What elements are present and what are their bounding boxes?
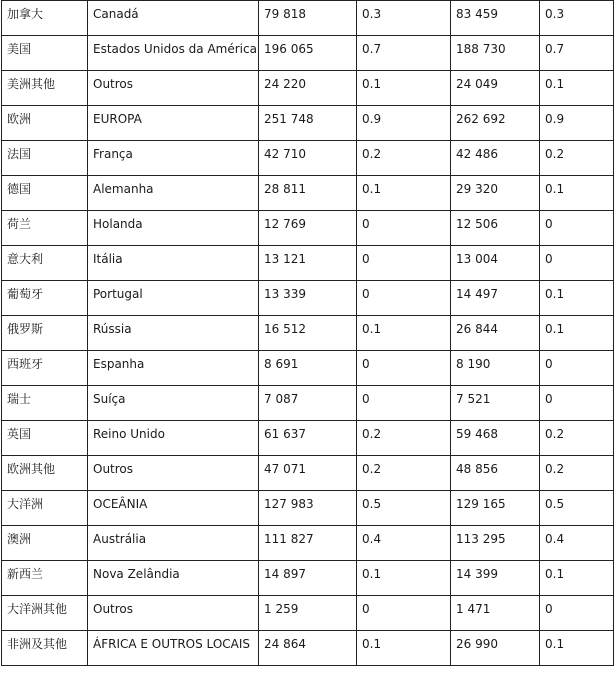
table-cell-value-period-2: [451, 491, 540, 526]
table-cell-region-name-portuguese: [88, 176, 259, 211]
table-cell-region-name-chinese: [2, 386, 88, 421]
table-cell-region-name-chinese: [2, 141, 88, 176]
share-period-2: 0.1: [545, 322, 565, 336]
table-cell-share-period-2: [540, 141, 614, 176]
table-cell-value-period-1: [259, 1, 357, 36]
value-period-1: 79 818: [264, 7, 306, 21]
table-row: [2, 386, 614, 421]
table-cell-value-period-1: [259, 491, 357, 526]
value-period-2: 29 320: [456, 182, 498, 196]
region-name-chinese: 新西兰: [7, 567, 44, 581]
table-cell-share-period-1: [357, 176, 451, 211]
table-cell-share-period-2: [540, 106, 614, 141]
value-period-2: 188 730: [456, 42, 506, 56]
share-period-2: 0.1: [545, 77, 565, 91]
table-row: [2, 526, 614, 561]
table-cell-share-period-1: [357, 281, 451, 316]
table-cell-region-name-chinese: [2, 316, 88, 351]
table-cell-value-period-1: [259, 631, 357, 666]
share-period-1: 0.1: [362, 637, 382, 651]
region-name-portuguese: Alemanha: [93, 182, 154, 196]
table-cell-region-name-portuguese: [88, 561, 259, 596]
table-row: [2, 1, 614, 36]
region-name-portuguese: Outros: [93, 462, 134, 476]
table-cell-value-period-2: [451, 71, 540, 106]
table-cell-value-period-1: [259, 71, 357, 106]
table-cell-share-period-1: [357, 526, 451, 561]
region-name-chinese: 俄罗斯: [7, 322, 44, 336]
table-cell-share-period-2: [540, 281, 614, 316]
value-period-2: 26 990: [456, 637, 498, 651]
table-cell-value-period-2: [451, 631, 540, 666]
table-cell-value-period-2: [451, 316, 540, 351]
share-period-2: 0.1: [545, 182, 565, 196]
table-row: [2, 351, 614, 386]
region-name-chinese: 大洋洲: [7, 497, 44, 511]
table-row: [2, 246, 614, 281]
table-cell-value-period-1: [259, 316, 357, 351]
value-period-1: 13 339: [264, 287, 306, 301]
share-period-1: 0.5: [362, 497, 382, 511]
table-cell-region-name-chinese: [2, 456, 88, 491]
table-cell-share-period-1: [357, 211, 451, 246]
value-period-1: 8 691: [264, 357, 299, 371]
table-row: [2, 71, 614, 106]
region-name-chinese: 非洲及其他: [7, 637, 68, 651]
table-row: [2, 596, 614, 631]
region-name-portuguese: Rússia: [93, 322, 132, 336]
value-period-2: 129 165: [456, 497, 506, 511]
table-cell-value-period-1: [259, 526, 357, 561]
value-period-2: 42 486: [456, 147, 498, 161]
table-cell-value-period-2: [451, 386, 540, 421]
value-period-2: 24 049: [456, 77, 498, 91]
table-row: [2, 631, 614, 666]
table-cell-value-period-1: [259, 36, 357, 71]
share-period-1: 0.2: [362, 462, 382, 476]
table-cell-region-name-chinese: [2, 281, 88, 316]
table-cell-region-name-chinese: [2, 71, 88, 106]
table-cell-value-period-1: [259, 351, 357, 386]
share-period-1: 0.1: [362, 182, 382, 196]
value-period-1: 251 748: [264, 112, 314, 126]
region-name-chinese: 欧洲其他: [7, 462, 56, 476]
table-cell-value-period-1: [259, 386, 357, 421]
value-period-1: 7 087: [264, 392, 299, 406]
table-cell-value-period-1: [259, 596, 357, 631]
table-cell-share-period-1: [357, 491, 451, 526]
table-cell-value-period-1: [259, 106, 357, 141]
value-period-1: 47 071: [264, 462, 306, 476]
table-cell-value-period-2: [451, 421, 540, 456]
region-name-portuguese: Canadá: [93, 7, 139, 21]
table-cell-share-period-2: [540, 71, 614, 106]
region-name-portuguese: Espanha: [93, 357, 145, 371]
table-cell-share-period-2: [540, 351, 614, 386]
region-name-chinese: 意大利: [7, 252, 44, 266]
value-period-2: 26 844: [456, 322, 498, 336]
table-cell-value-period-2: [451, 596, 540, 631]
region-name-portuguese: Nova Zelândia: [93, 567, 180, 581]
share-period-1: 0.2: [362, 147, 382, 161]
share-period-2: 0.1: [545, 637, 565, 651]
table-cell-share-period-1: [357, 351, 451, 386]
value-period-2: 7 521: [456, 392, 491, 406]
table-cell-region-name-chinese: [2, 36, 88, 71]
share-period-1: 0: [362, 252, 370, 266]
table-cell-region-name-chinese: [2, 211, 88, 246]
value-period-2: 262 692: [456, 112, 506, 126]
value-period-1: 42 710: [264, 147, 306, 161]
table-cell-value-period-2: [451, 36, 540, 71]
value-period-1: 111 827: [264, 532, 314, 546]
table-cell-region-name-portuguese: [88, 386, 259, 421]
table-cell-region-name-portuguese: [88, 596, 259, 631]
table-cell-share-period-1: [357, 561, 451, 596]
table-cell-value-period-1: [259, 421, 357, 456]
table-cell-share-period-2: [540, 421, 614, 456]
value-period-1: 127 983: [264, 497, 314, 511]
table-cell-share-period-2: [540, 561, 614, 596]
table-row: [2, 491, 614, 526]
table-cell-share-period-2: [540, 596, 614, 631]
table-cell-value-period-2: [451, 141, 540, 176]
table-cell-share-period-2: [540, 316, 614, 351]
table-cell-region-name-portuguese: [88, 526, 259, 561]
table-cell-value-period-2: [451, 106, 540, 141]
table-cell-region-name-chinese: [2, 526, 88, 561]
value-period-2: 8 190: [456, 357, 491, 371]
region-name-chinese: 荷兰: [7, 217, 32, 231]
table-cell-share-period-1: [357, 631, 451, 666]
share-period-2: 0.1: [545, 287, 565, 301]
region-name-portuguese: Estados Unidos da América: [93, 42, 257, 56]
value-period-1: 196 065: [264, 42, 314, 56]
value-period-1: 13 121: [264, 252, 306, 266]
table-cell-value-period-1: [259, 176, 357, 211]
table-cell-share-period-2: [540, 246, 614, 281]
table-cell-region-name-portuguese: [88, 1, 259, 36]
table-cell-value-period-2: [451, 281, 540, 316]
region-name-chinese: 瑞士: [7, 392, 32, 406]
region-name-chinese: 德国: [7, 182, 32, 196]
table-cell-region-name-chinese: [2, 1, 88, 36]
table-cell-share-period-1: [357, 316, 451, 351]
table-cell-region-name-chinese: [2, 351, 88, 386]
table-cell-value-period-2: [451, 176, 540, 211]
share-period-2: 0.7: [545, 42, 565, 56]
region-name-chinese: 美国: [7, 42, 32, 56]
share-period-2: 0.3: [545, 7, 565, 21]
table-cell-value-period-2: [451, 456, 540, 491]
region-name-portuguese: Reino Unido: [93, 427, 165, 441]
table-cell-value-period-1: [259, 211, 357, 246]
value-period-1: 14 897: [264, 567, 306, 581]
table-cell-region-name-chinese: [2, 176, 88, 211]
region-name-portuguese: ÁFRICA E OUTROS LOCAIS: [93, 637, 251, 651]
table-cell-share-period-1: [357, 106, 451, 141]
share-period-2: 0.2: [545, 147, 565, 161]
table-cell-region-name-portuguese: [88, 71, 259, 106]
value-period-2: 14 399: [456, 567, 498, 581]
table-cell-share-period-2: [540, 211, 614, 246]
table-cell-share-period-2: [540, 491, 614, 526]
region-name-portuguese: Austrália: [93, 532, 147, 546]
value-period-2: 13 004: [456, 252, 498, 266]
table-cell-value-period-1: [259, 141, 357, 176]
value-period-1: 61 637: [264, 427, 306, 441]
region-name-portuguese: Suíça: [93, 392, 126, 406]
value-period-2: 14 497: [456, 287, 498, 301]
share-period-1: 0: [362, 602, 370, 616]
region-name-chinese: 法国: [7, 147, 32, 161]
value-period-2: 1 471: [456, 602, 491, 616]
value-period-2: 48 856: [456, 462, 498, 476]
share-period-2: 0.2: [545, 462, 565, 476]
share-period-2: 0: [545, 217, 553, 231]
table-cell-share-period-2: [540, 176, 614, 211]
region-name-chinese: 欧洲: [7, 112, 32, 126]
table-cell-value-period-1: [259, 281, 357, 316]
table-body: [2, 1, 614, 666]
share-period-1: 0.1: [362, 567, 382, 581]
table-row: [2, 456, 614, 491]
table-cell-value-period-2: [451, 1, 540, 36]
table-row: [2, 421, 614, 456]
value-period-2: 113 295: [456, 532, 506, 546]
table-cell-share-period-2: [540, 526, 614, 561]
value-period-1: 16 512: [264, 322, 306, 336]
table-cell-value-period-1: [259, 246, 357, 281]
region-name-chinese: 澳洲: [7, 532, 32, 546]
value-period-2: 83 459: [456, 7, 498, 21]
region-name-chinese: 英国: [7, 427, 32, 441]
share-period-2: 0: [545, 252, 553, 266]
table-cell-region-name-portuguese: [88, 106, 259, 141]
table-cell-value-period-1: [259, 456, 357, 491]
share-period-1: 0.1: [362, 77, 382, 91]
share-period-1: 0: [362, 287, 370, 301]
table-cell-share-period-1: [357, 71, 451, 106]
table-row: [2, 36, 614, 71]
table-row: [2, 561, 614, 596]
share-period-1: 0: [362, 392, 370, 406]
share-period-1: 0: [362, 217, 370, 231]
table-cell-share-period-1: [357, 1, 451, 36]
table-cell-region-name-chinese: [2, 421, 88, 456]
table-cell-share-period-2: [540, 631, 614, 666]
region-name-portuguese: Itália: [93, 252, 123, 266]
region-name-chinese: 西班牙: [7, 357, 44, 371]
table-cell-value-period-2: [451, 246, 540, 281]
table-row: [2, 141, 614, 176]
share-period-1: 0.1: [362, 322, 382, 336]
share-period-2: 0.4: [545, 532, 565, 546]
table-cell-value-period-1: [259, 561, 357, 596]
table-cell-share-period-1: [357, 246, 451, 281]
value-period-1: 24 220: [264, 77, 306, 91]
table-cell-value-period-2: [451, 561, 540, 596]
table-cell-share-period-1: [357, 36, 451, 71]
value-period-1: 12 769: [264, 217, 306, 231]
table-cell-region-name-portuguese: [88, 456, 259, 491]
value-period-2: 12 506: [456, 217, 498, 231]
region-name-portuguese: EUROPA: [93, 112, 142, 126]
table-cell-share-period-2: [540, 36, 614, 71]
share-period-2: 0: [545, 392, 553, 406]
value-period-1: 1 259: [264, 602, 299, 616]
table-cell-region-name-chinese: [2, 106, 88, 141]
table-row: [2, 211, 614, 246]
region-name-chinese: 美洲其他: [7, 77, 56, 91]
table-cell-value-period-2: [451, 526, 540, 561]
table-cell-region-name-portuguese: [88, 421, 259, 456]
table-row: [2, 106, 614, 141]
share-period-2: 0.1: [545, 567, 565, 581]
table-cell-share-period-2: [540, 1, 614, 36]
region-name-portuguese: França: [93, 147, 133, 161]
table-row: [2, 176, 614, 211]
region-name-portuguese: Outros: [93, 77, 134, 91]
region-name-portuguese: Portugal: [93, 287, 143, 301]
statistics-table: [1, 0, 614, 666]
value-period-1: 28 811: [264, 182, 306, 196]
region-name-portuguese: OCEÂNIA: [93, 497, 148, 511]
share-period-2: 0: [545, 602, 553, 616]
table-cell-share-period-2: [540, 456, 614, 491]
table-cell-region-name-portuguese: [88, 211, 259, 246]
value-period-1: 24 864: [264, 637, 306, 651]
table-cell-region-name-portuguese: [88, 36, 259, 71]
table-cell-region-name-portuguese: [88, 351, 259, 386]
table-row: [2, 316, 614, 351]
region-name-chinese: 加拿大: [7, 7, 44, 21]
share-period-2: 0: [545, 357, 553, 371]
table-cell-share-period-1: [357, 456, 451, 491]
table-cell-region-name-portuguese: [88, 246, 259, 281]
table-cell-region-name-portuguese: [88, 631, 259, 666]
table-cell-region-name-portuguese: [88, 281, 259, 316]
share-period-2: 0.2: [545, 427, 565, 441]
region-name-portuguese: Outros: [93, 602, 134, 616]
table-cell-share-period-1: [357, 596, 451, 631]
table-cell-region-name-chinese: [2, 246, 88, 281]
region-name-chinese: 葡萄牙: [7, 287, 44, 301]
table-cell-region-name-chinese: [2, 596, 88, 631]
share-period-1: 0: [362, 357, 370, 371]
value-period-2: 59 468: [456, 427, 498, 441]
table-cell-share-period-2: [540, 386, 614, 421]
region-name-portuguese: Holanda: [93, 217, 143, 231]
table-cell-region-name-chinese: [2, 631, 88, 666]
table-cell-share-period-1: [357, 141, 451, 176]
table-cell-region-name-chinese: [2, 561, 88, 596]
table-cell-region-name-portuguese: [88, 491, 259, 526]
share-period-2: 0.9: [545, 112, 565, 126]
table-cell-region-name-chinese: [2, 491, 88, 526]
table-cell-value-period-2: [451, 211, 540, 246]
table-cell-region-name-portuguese: [88, 316, 259, 351]
table-row: [2, 281, 614, 316]
table-cell-share-period-1: [357, 386, 451, 421]
share-period-1: 0.3: [362, 7, 382, 21]
share-period-2: 0.5: [545, 497, 565, 511]
region-name-chinese: 大洋洲其他: [7, 602, 68, 616]
share-period-1: 0.4: [362, 532, 382, 546]
table-cell-region-name-portuguese: [88, 141, 259, 176]
share-period-1: 0.7: [362, 42, 382, 56]
share-period-1: 0.9: [362, 112, 382, 126]
table-cell-share-period-1: [357, 421, 451, 456]
table-cell-value-period-2: [451, 351, 540, 386]
share-period-1: 0.2: [362, 427, 382, 441]
